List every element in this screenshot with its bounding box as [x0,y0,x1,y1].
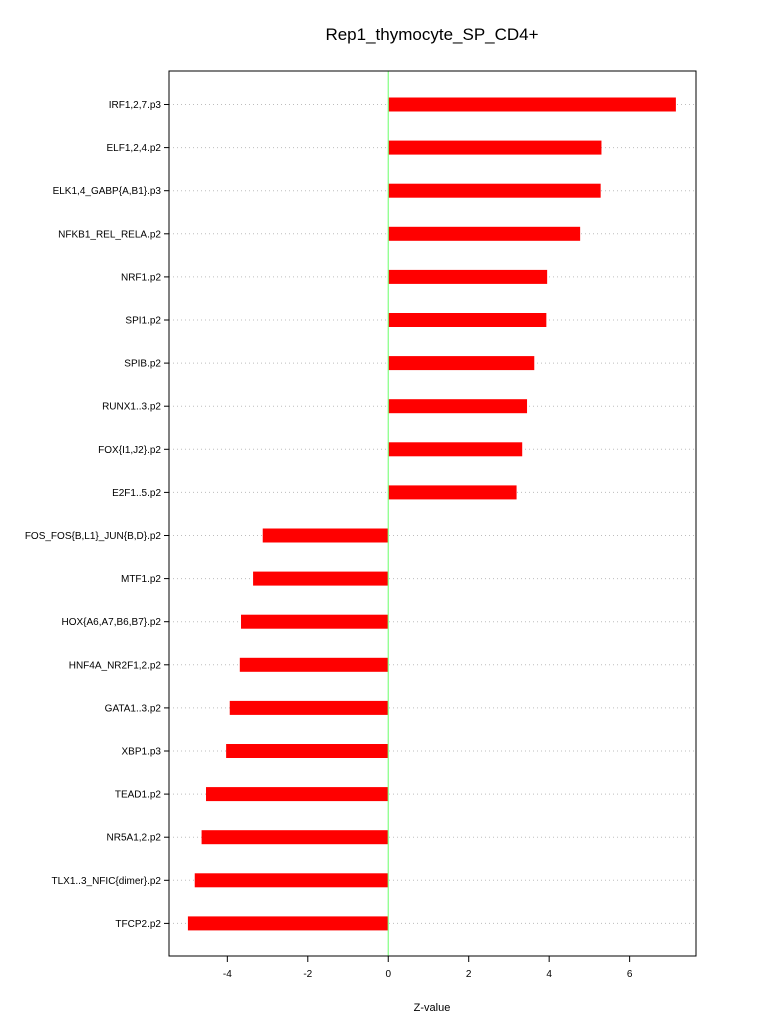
x-axis [223,956,633,980]
x-tick-label: 4 [546,969,552,980]
bar [388,141,601,155]
category-label: NR5A1,2.p2 [106,832,161,844]
category-label: XBP1.p3 [121,746,161,758]
category-label: HNF4A_NR2F1,2.p2 [68,660,161,672]
bar [195,873,389,887]
bar [388,98,676,112]
category-label: E2F1..5.p2 [112,487,161,499]
category-label: NRF1.p2 [120,272,161,284]
bar [241,615,388,629]
x-tick-label: 6 [626,969,633,980]
category-label: ELK1,4_GABP{A,B1}.p3 [52,186,161,198]
bar [388,184,600,198]
x-tick-label: -2 [303,969,313,980]
bar [226,744,388,758]
bar [388,485,516,499]
category-label: SPIB.p2 [124,358,161,370]
category-label: MTF1.p2 [120,574,161,586]
bar [263,529,389,543]
category-label: NFKB1_REL_RELA.p2 [58,229,161,241]
bar [388,399,527,413]
category-label: HOX{A6,A7,B6,B7}.p2 [61,617,161,629]
category-label: RUNX1..3.p2 [102,401,161,413]
category-label: IRF1,2,7.p3 [108,100,161,111]
bars [188,98,676,931]
category-labels [25,100,169,930]
x-tick-label: 0 [385,969,392,980]
bar [253,572,388,586]
plot-frame [169,71,696,956]
category-label: TFCP2.p2 [115,918,161,930]
x-tick-label: 2 [465,969,472,980]
bar [240,658,388,672]
bar [388,270,547,284]
bar [388,313,546,327]
x-axis-title: Z-value [413,1002,451,1014]
x-tick-label: -4 [222,969,232,980]
bar [206,787,388,801]
category-label: FOS_FOS{B,L1}_JUN{B,D}.p2 [24,531,161,542]
bar [188,916,388,930]
category-label: TEAD1.p2 [114,789,161,801]
category-label: ELF1,2,4.p2 [106,143,161,155]
category-label: FOX{I1,J2}.p2 [98,444,161,456]
bar [388,442,522,456]
category-label: SPI1.p2 [125,315,161,327]
chart-title: Rep1_thymocyte_SP_CD4+ [325,25,539,44]
bar [230,701,389,715]
bar [388,356,534,370]
bar [202,830,389,844]
bar [388,227,580,241]
category-label: GATA1..3.p2 [104,703,161,715]
category-label: TLX1..3_NFIC{dimer}.p2 [51,875,161,887]
